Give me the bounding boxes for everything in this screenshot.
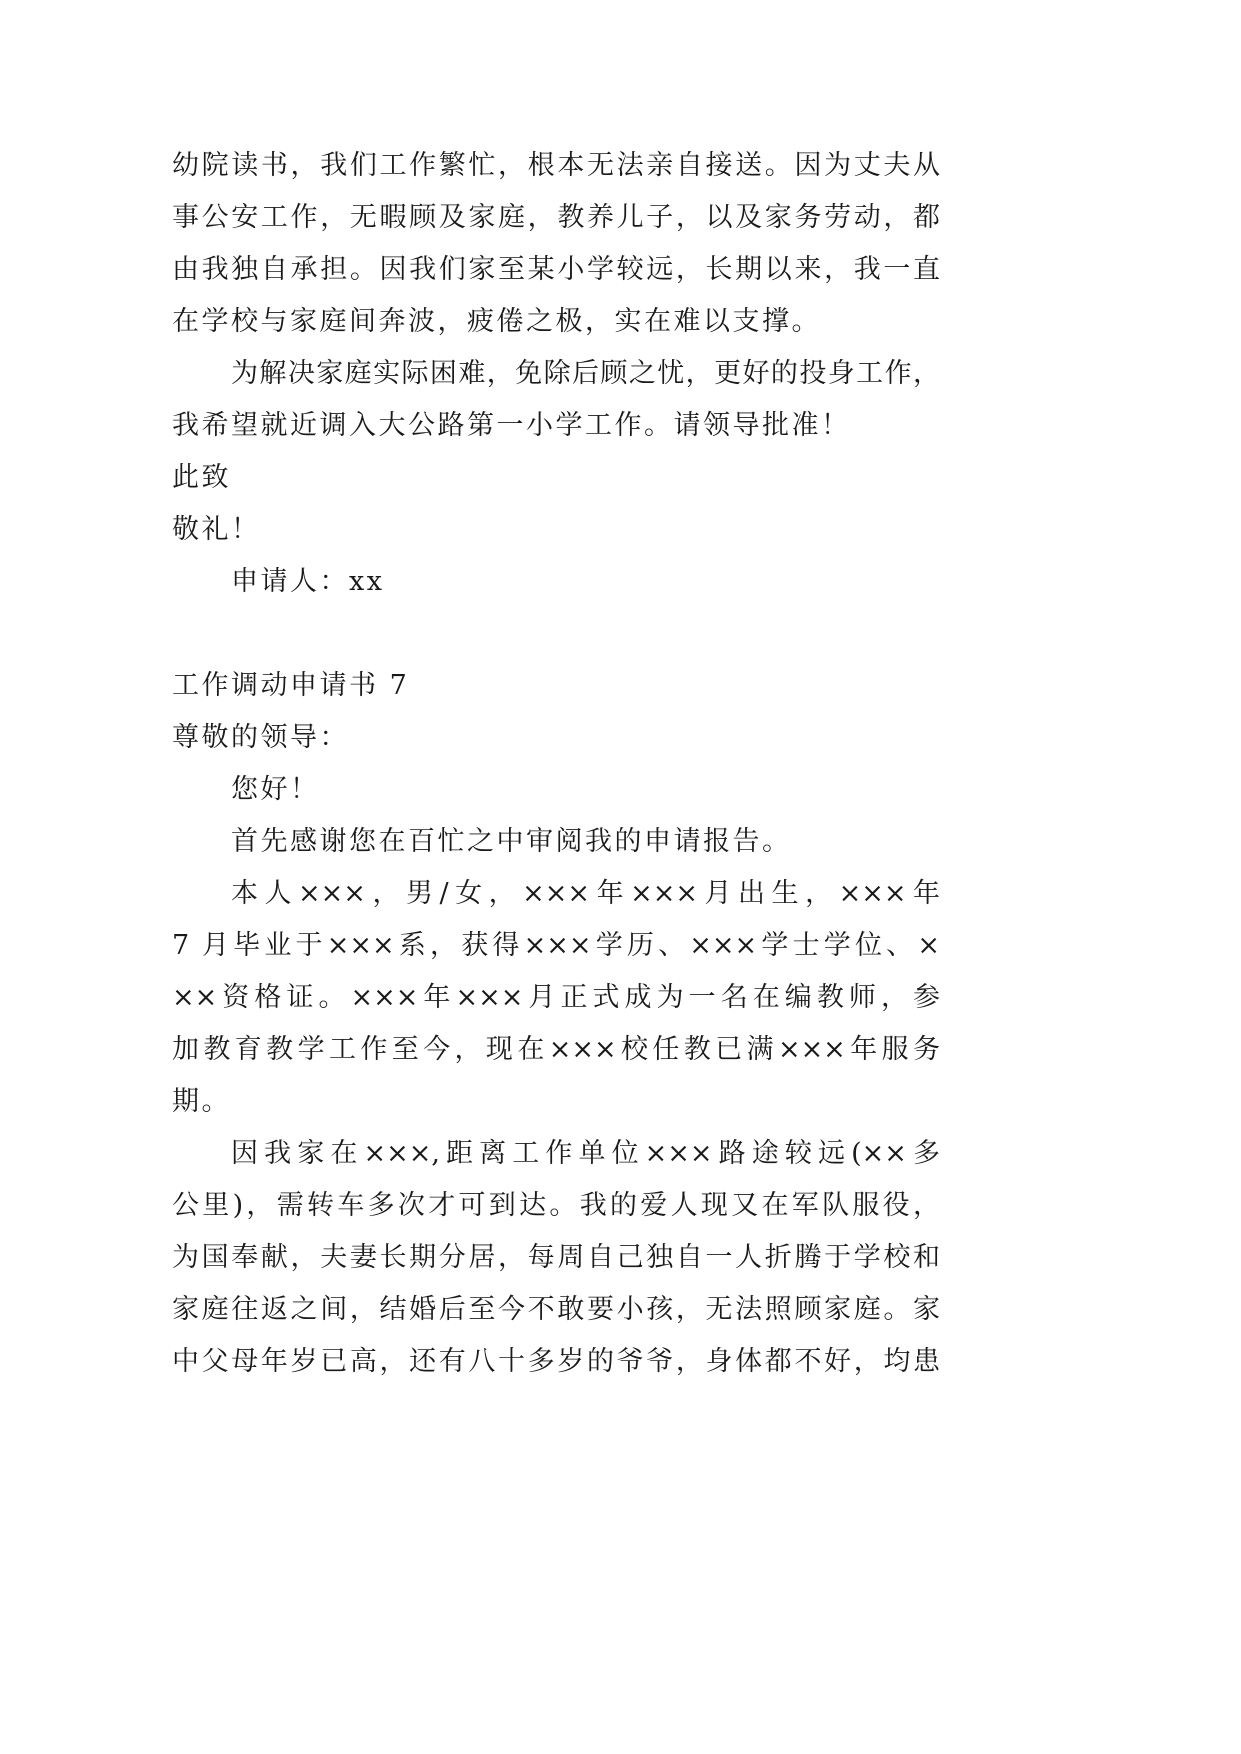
greeting: 您好！ (231, 774, 320, 805)
text-line: 期。 (172, 1086, 231, 1117)
closing-phrase: 此致 (172, 462, 231, 493)
text-line: 公里)，需转车多次才可到达。我的爱人现又在军队服役， (172, 1190, 940, 1221)
text-line: ××资格证。×××年×××月正式成为一名在编教师，参 (172, 982, 940, 1013)
continued-paragraph (172, 140, 940, 348)
text-line: 在学校与家庭间奔波，疲倦之极，实在难以支撑。 (172, 306, 821, 337)
text-line: 本人×××，男/女，×××年×××月出生，×××年 (231, 878, 940, 909)
text-line: 事公安工作，无暇顾及家庭，教养儿子，以及家务劳动，都 (172, 202, 940, 233)
text-line: 由我独自承担。因我们家至某小学较远，长期以来，我一直 (172, 254, 940, 285)
request-paragraph (172, 348, 940, 452)
text-line: 我希望就近调入大公路第一小学工作。请领导批准！ (172, 410, 851, 441)
reason-paragraph (172, 1128, 940, 1388)
text-line: 因我家在×××,距离工作单位×××路途较远(××多 (231, 1138, 940, 1169)
text-line: 幼院读书，我们工作繁忙，根本无法亲自接送。因为丈夫从 (172, 150, 940, 181)
text-line: 7 月毕业于×××系，获得×××学历、×××学士学位、× (172, 930, 940, 961)
signature: 申请人：xx (231, 566, 385, 597)
text-line: 为国奉献，夫妻长期分居，每周自己独自一人折腾于学校和 (172, 1242, 940, 1273)
text-line: 家庭往返之间，结婚后至今不敢要小孩，无法照顾家庭。家 (172, 1294, 940, 1325)
closing-salute: 敬礼！ (172, 514, 261, 545)
text-line: 中父母年岁已高，还有八十多岁的爷爷，身体都不好，均患 (172, 1346, 940, 1377)
text-line: 首先感谢您在百忙之中审阅我的申请报告。 (231, 826, 792, 857)
text-line: 加教育教学工作至今，现在×××校任教已满×××年服务 (172, 1034, 940, 1065)
thanks-paragraph (172, 816, 940, 868)
text-line: 为解决家庭实际困难，免除后顾之忧，更好的投身工作， (231, 358, 940, 389)
document-body (172, 140, 940, 1388)
addressee: 尊敬的领导： (172, 722, 349, 753)
blank-line (172, 608, 940, 660)
personal-info-paragraph (172, 868, 940, 1128)
letter-title: 工作调动申请书 7 (172, 670, 410, 701)
